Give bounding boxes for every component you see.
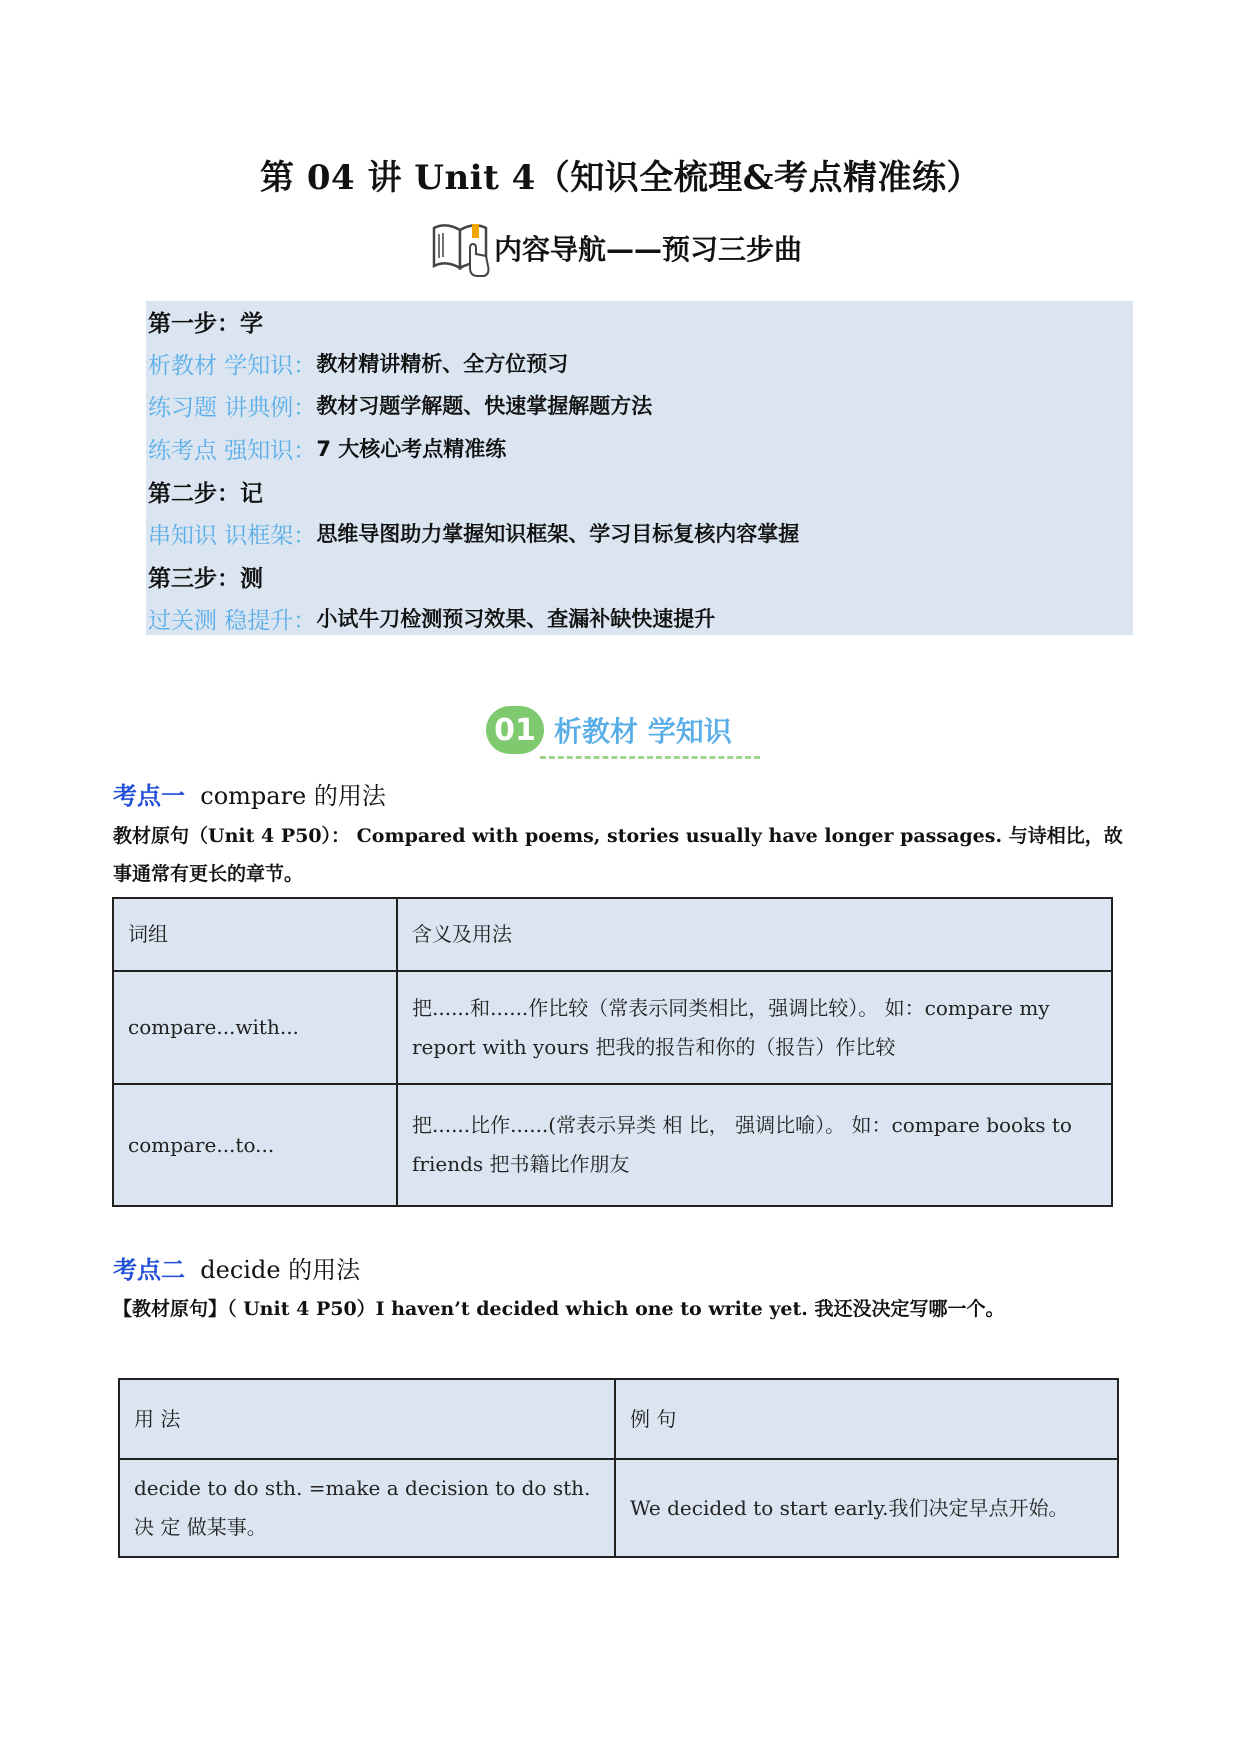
content-nav-heading (430, 220, 802, 276)
step-desc: 教材习题学解题、快速掌握解题方法 (316, 394, 653, 418)
key-point-title: compare 的用法 (200, 782, 386, 810)
table-row (113, 971, 1112, 1084)
step-desc: 思维导图助力掌握知识框架、学习目标复核内容掌握 (316, 522, 800, 546)
step-tag: 析教材 学知识： (148, 352, 317, 379)
section-underline (540, 756, 760, 759)
steps-panel (146, 301, 1133, 635)
table-header-row (119, 1379, 1118, 1459)
step-item (148, 598, 715, 638)
compare-usage-table (112, 897, 1113, 1207)
step-desc: 教材精讲精析、全方位预习 (316, 352, 569, 376)
step-desc: 7 大核心考点精准练 (316, 437, 507, 461)
table-cell: 把......比作......(常表示异类 相 比， 强调比喻）。 如：compare books to friends 把书籍比作朋友 (397, 1084, 1112, 1206)
table-cell: 把......和......作比较（常表示同类相比，强调比较）。 如：compare my report with yours 把我的报告和你的（报告）作比较 (397, 971, 1112, 1084)
step-heading: 第二步：记 (148, 480, 263, 507)
step-tag: 串知识 识框架： (148, 522, 317, 549)
book-pointer-icon (430, 218, 492, 278)
table-header-cell: 含义及用法 (397, 898, 1112, 971)
decide-usage-table (118, 1378, 1119, 1558)
section-badge (486, 700, 732, 760)
table-row (119, 1459, 1118, 1557)
table-header-cell: 词组 (113, 898, 397, 971)
table-header-row (113, 898, 1112, 971)
step-tag: 练考点 强知识： (148, 437, 317, 464)
section-number: 01 (486, 706, 544, 754)
page-title: 第 04 讲 Unit 4（知识全梳理&考点精准练） (259, 158, 981, 198)
step-item (148, 385, 652, 425)
key-point-heading (113, 1250, 360, 1285)
step-item (148, 513, 799, 553)
table-cell: compare...to... (113, 1084, 397, 1206)
step-tag: 过关测 稳提升： (148, 607, 317, 634)
step-item (148, 343, 568, 383)
nav-heading-text: 内容导航——预习三步曲 (494, 233, 803, 266)
key-point-tag: 考点二 (113, 1256, 185, 1284)
step-item (148, 428, 506, 468)
step-desc: 小试牛刀检测预习效果、查漏补缺快速提升 (316, 607, 716, 631)
table-cell: decide to do sth. =make a decision to do sth. 决 定 做某事。 (119, 1459, 615, 1557)
table-cell: compare...with... (113, 971, 397, 1084)
textbook-source-sentence: 【教材原句】（ Unit 4 P50）I haven’t decided which one to write yet. 我还没决定写哪一个。 (113, 1298, 1005, 1320)
step-heading: 第三步：测 (148, 565, 263, 592)
table-header-cell: 用 法 (119, 1379, 615, 1459)
step-tag: 练习题 讲典例： (148, 394, 317, 421)
step-heading: 第一步：学 (148, 310, 263, 337)
key-point-tag: 考点一 (113, 782, 185, 810)
table-header-cell: 例 句 (615, 1379, 1118, 1459)
section-label: 析教材 学知识 (554, 715, 732, 748)
key-point-heading (113, 776, 386, 811)
table-cell: We decided to start early.我们决定早点开始。 (615, 1459, 1118, 1557)
key-point-title: decide 的用法 (200, 1256, 361, 1284)
textbook-source-sentence: 教材原句（Unit 4 P50）： Compared with poems, stories usually have longer passages. 与诗相比，故事通常有更长的章节。 (113, 825, 1123, 885)
table-row (113, 1084, 1112, 1206)
